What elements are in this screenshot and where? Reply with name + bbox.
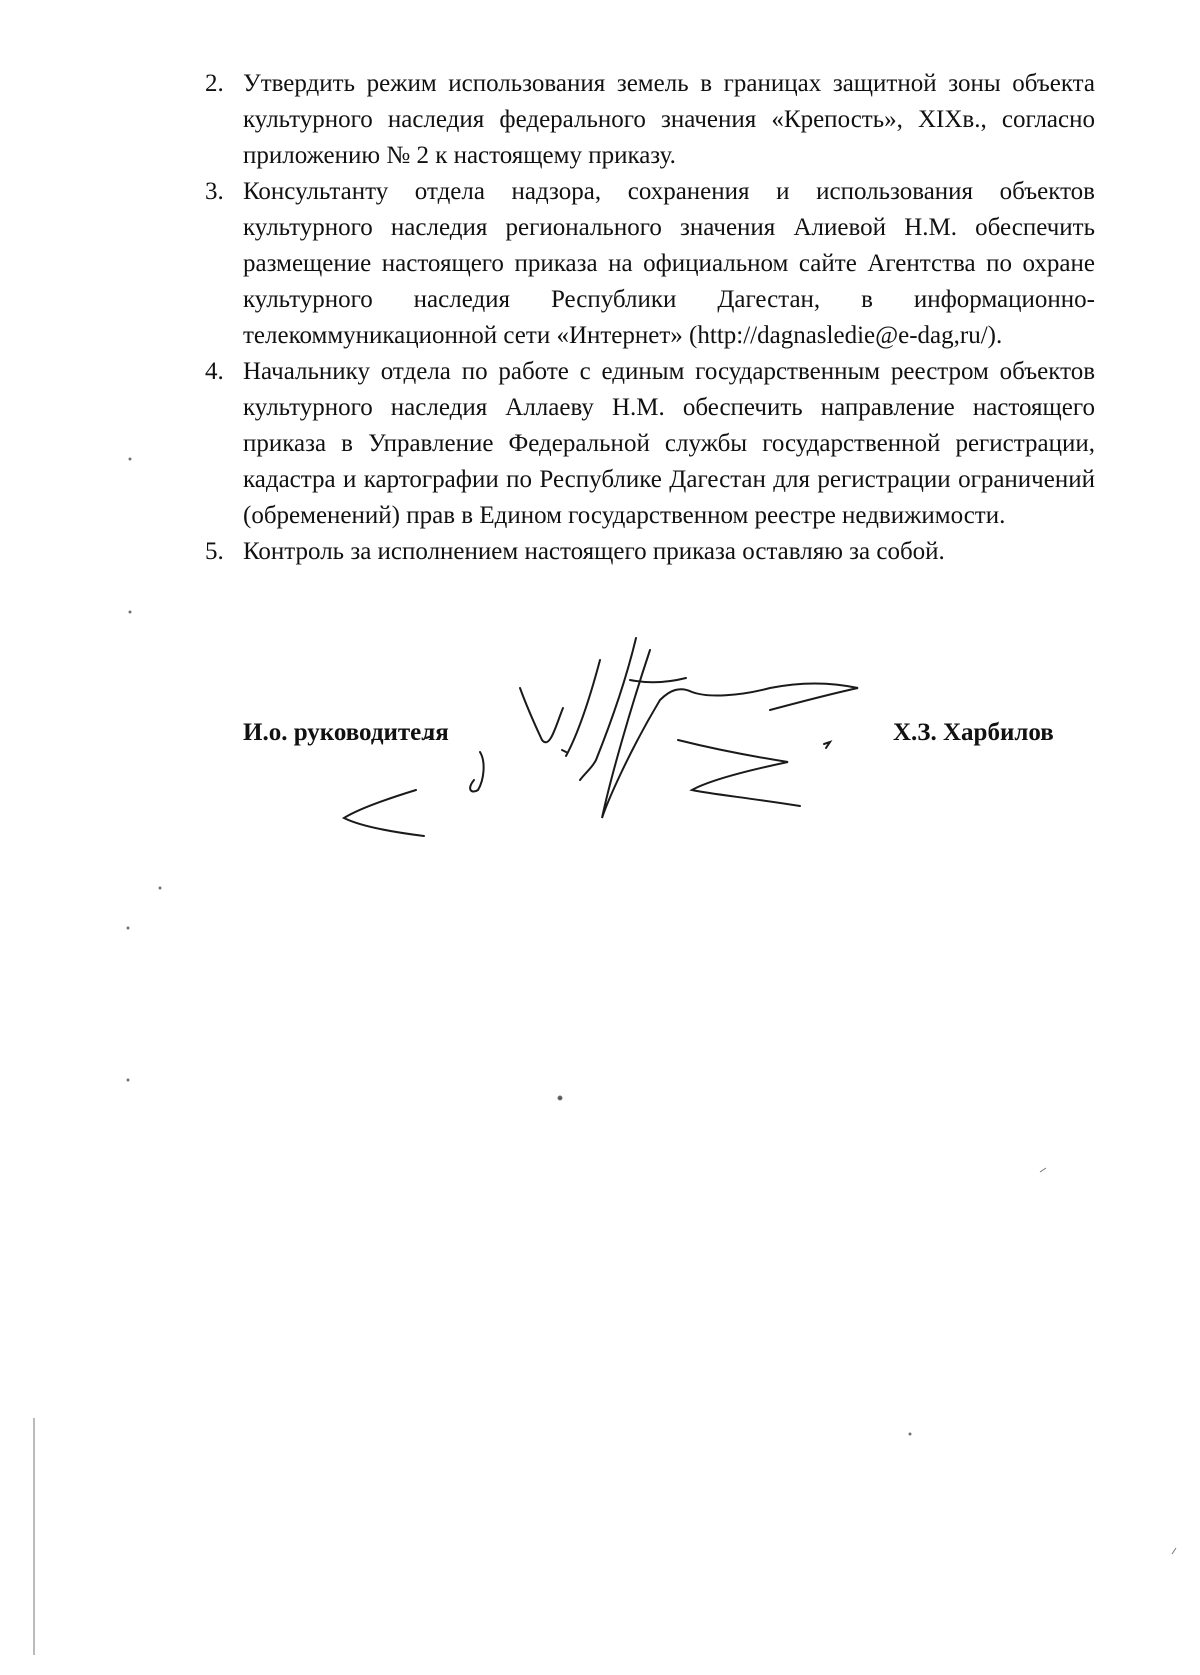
handwritten-signature [330, 630, 910, 890]
item-text: Контроль за исполнением настоящего приказа оставляю за собой. [243, 538, 945, 565]
signatory-role: И.о. руководителя [243, 719, 449, 746]
list-item [205, 354, 1095, 534]
list-item [205, 174, 1095, 354]
item-number: 5. [205, 538, 224, 565]
list-item [205, 66, 1095, 174]
signatory-name: Х.З. Харбилов [893, 719, 1054, 746]
item-text: Утвердить режим использования земель в границах защитной зоны объекта культурного наследия федерального значения «Крепость», XIXв., согласно приложению № 2 к настоящему приказу. [243, 70, 1095, 169]
item-text: Начальнику отдела по работе с единым государственным реестром объектов культурного наследия Аллаеву Н.М. обеспечить направление настоящего приказа в Управление Федеральной службы государственной регистрации, кадастра и картографии по Республике Дагестан для регистрации ограничений (обременений) прав в Едином государственном реестре недвижимости. [243, 358, 1095, 529]
item-text: Консультанту отдела надзора, сохранения и использования объектов культурного наследия регионального значения Алиевой Н.М. обеспечить размещение настоящего приказа на официальном сайте Агентства по охране культурного наследия Республики Дагестан, в информационно-телекоммуникационной сети «Интернет» (http://dagnasledie@e-dag,ru/). [243, 178, 1095, 349]
item-number: 4. [205, 358, 224, 385]
item-number: 3. [205, 178, 224, 205]
item-number: 2. [205, 70, 224, 97]
list-item [205, 534, 1095, 570]
order-items-list [205, 66, 1095, 570]
